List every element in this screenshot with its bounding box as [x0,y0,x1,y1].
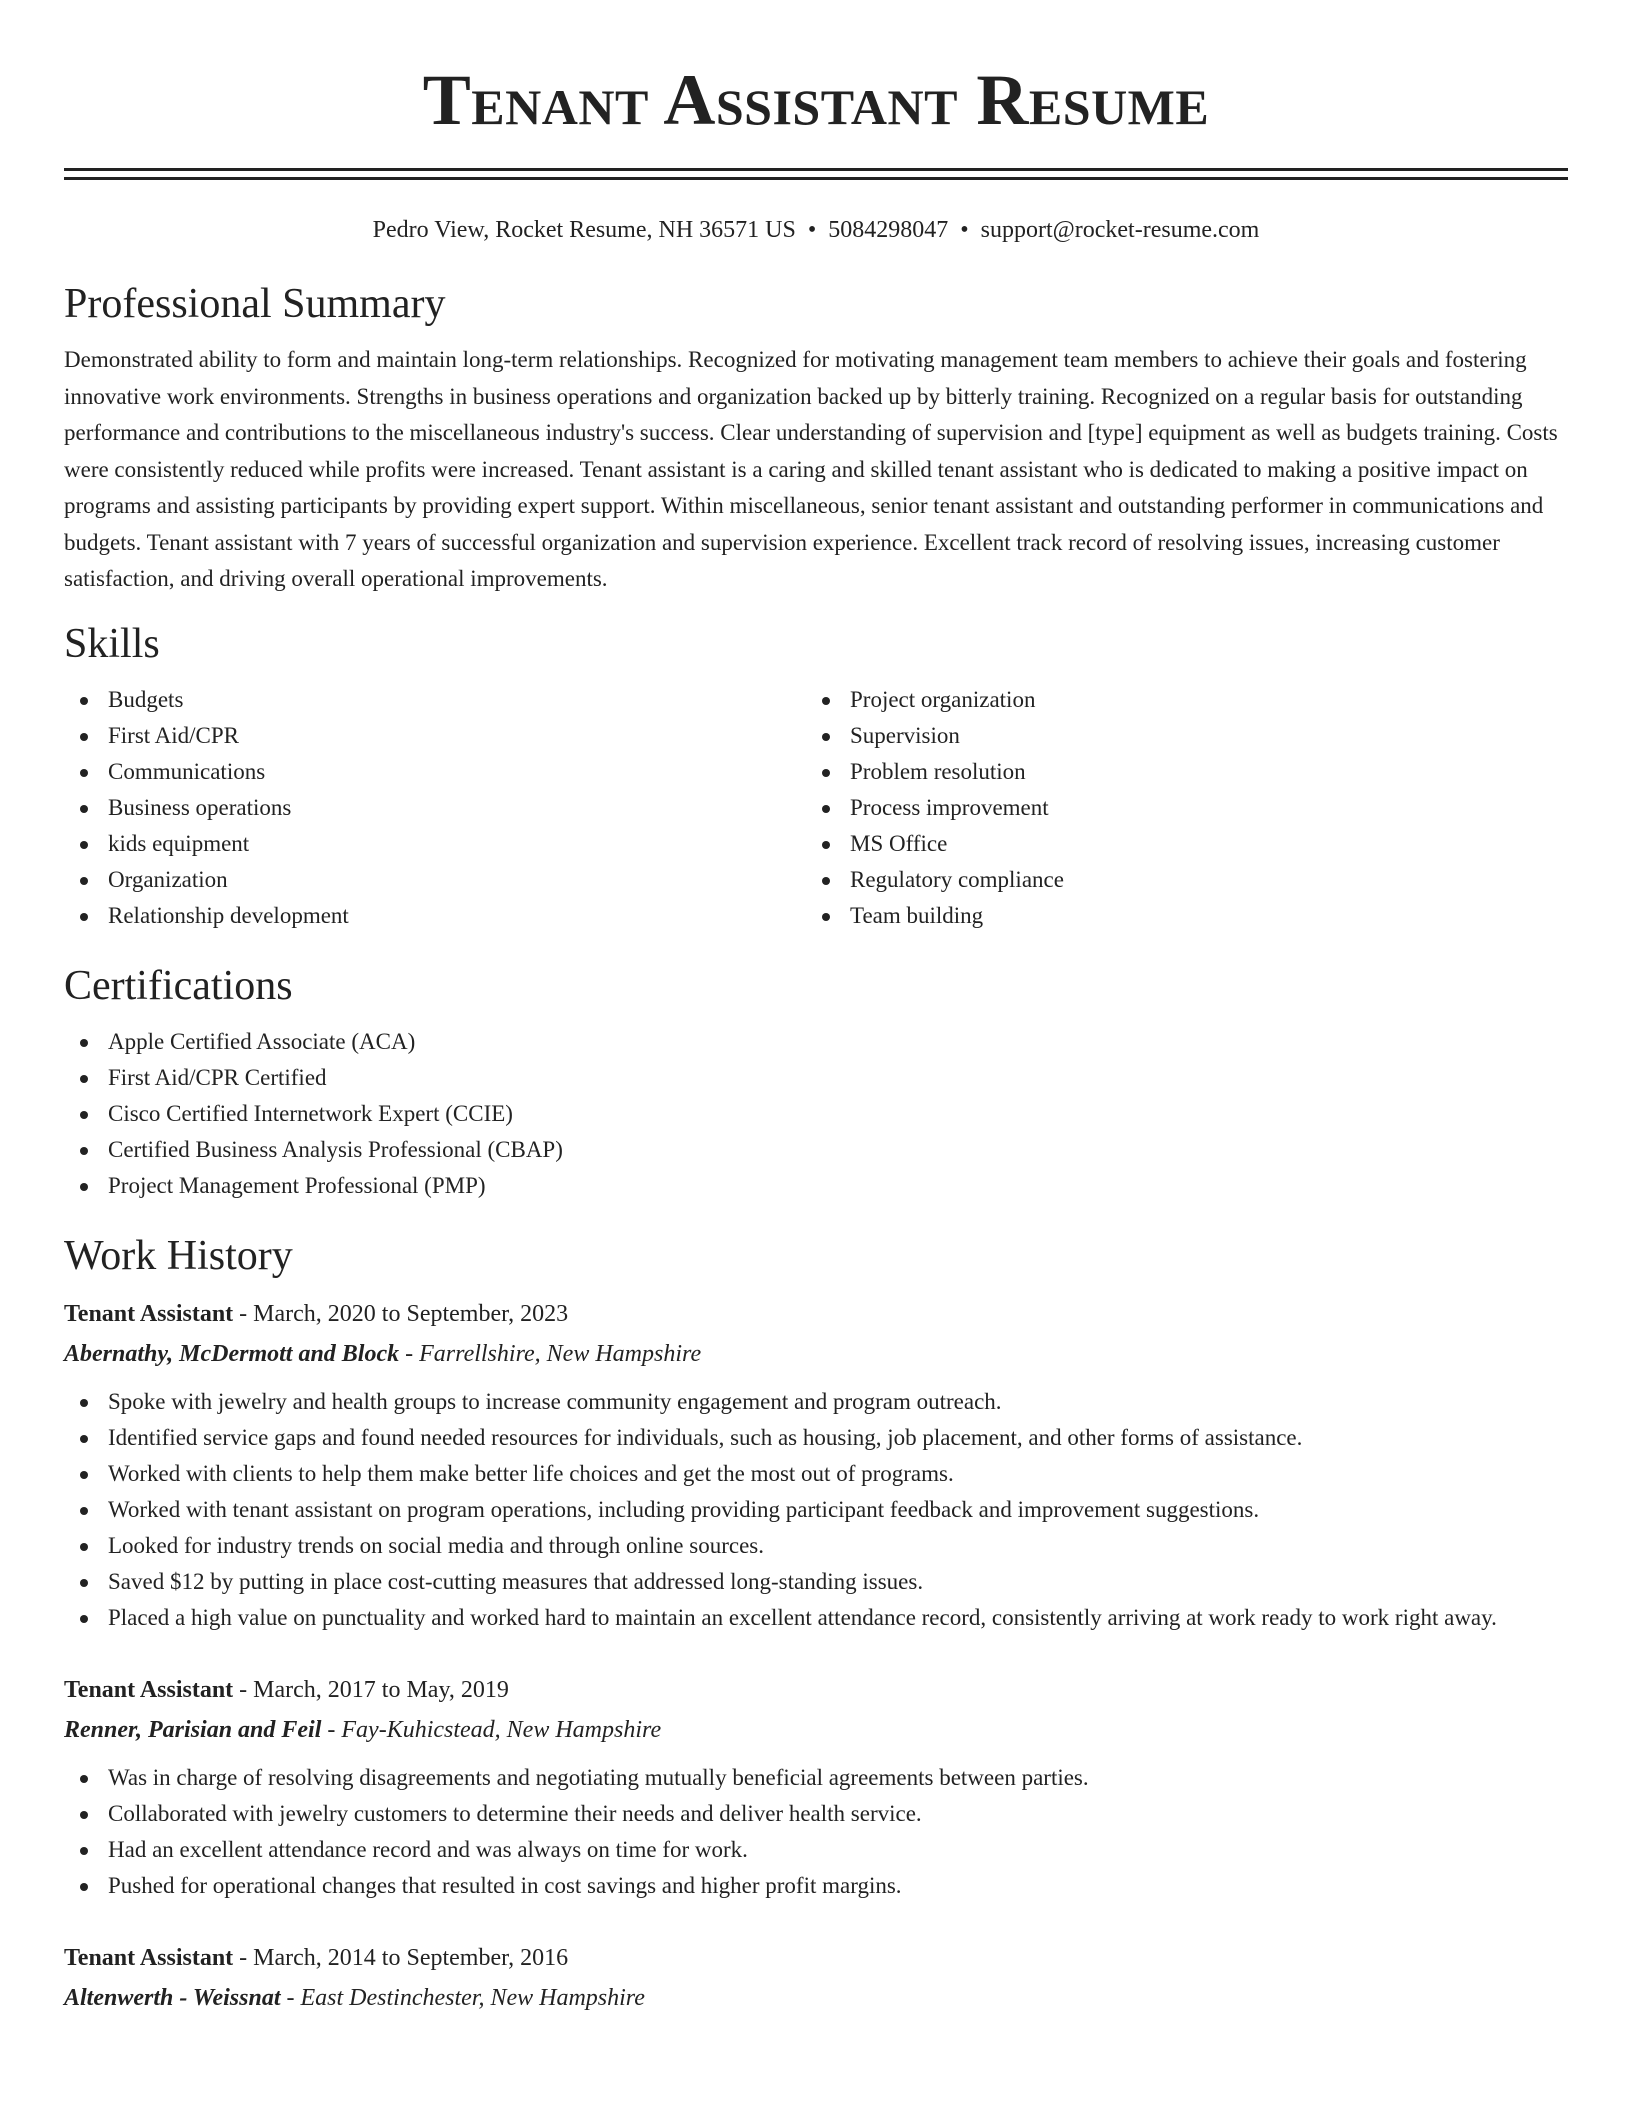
job-header [64,1670,1568,1710]
certification-item: First Aid/CPR Certified [64,1060,1568,1096]
skills-list-left [64,682,806,934]
job-entry [64,1670,1568,1904]
job-bullet: Was in charge of resolving disagreements and negotiating mutually beneficial agreements between parties. [64,1760,1568,1796]
skill-item: MS Office [806,826,1548,862]
job-dates: - March, 2020 to September, 2023 [233,1300,569,1327]
job-bullet: Pushed for operational changes that resulted in cost savings and higher profit margins. [64,1868,1568,1904]
work-history-section [64,1230,1568,2018]
job-bullet: Collaborated with jewelry customers to determine their needs and deliver health service. [64,1796,1568,1832]
job-entry [64,1938,1568,2018]
job-dates: - March, 2014 to September, 2016 [233,1944,569,1971]
job-bullets [64,1760,1568,1904]
contact-phone: 5084298047 [828,217,949,243]
job-bullet: Spoke with jewelry and health groups to increase community engagement and program outreach. [64,1384,1568,1420]
summary-heading: Professional Summary [64,281,446,327]
skill-item: Relationship development [64,898,806,934]
contact-line [64,214,1568,246]
skill-item: First Aid/CPR [64,718,806,754]
job-company: Renner, Parisian and Feil [64,1716,322,1743]
skill-item: Communications [64,754,806,790]
skill-item: kids equipment [64,826,806,862]
job-company: Altenwerth - Weissnat [64,1984,281,2011]
skill-item: Organization [64,862,806,898]
certification-item: Cisco Certified Internetwork Expert (CCIE) [64,1096,1568,1132]
skill-item: Project organization [806,682,1548,718]
skill-item: Team building [806,898,1548,934]
skill-item: Regulatory compliance [806,862,1548,898]
skills-grid [64,682,1568,934]
job-bullet: Had an excellent attendance record and was always on time for work. [64,1832,1568,1868]
job-title: Tenant Assistant [64,1676,234,1703]
certification-item: Project Management Professional (PMP) [64,1168,1568,1204]
job-entry [64,1294,1568,1636]
skills-list-right [806,682,1548,934]
title-double-rule [64,168,1568,180]
certifications-section [64,960,1568,1204]
summary-section [64,278,1568,598]
job-company-line [64,1978,1568,2018]
job-location: - Fay-Kuhicstead, New Hampshire [321,1716,662,1743]
job-location: - East Destinchester, New Hampshire [280,1984,645,2011]
job-bullet: Saved $12 by putting in place cost-cutting measures that addressed long-standing issues. [64,1564,1568,1600]
certification-item: Apple Certified Associate (ACA) [64,1024,1568,1060]
job-header [64,1938,1568,1978]
contact-separator: • [807,217,817,243]
skill-item: Business operations [64,790,806,826]
job-title: Tenant Assistant [64,1300,234,1327]
job-bullet: Identified service gaps and found needed resources for individuals, such as housing, job placement, and other forms of assistance. [64,1420,1568,1456]
job-company-line [64,1710,1568,1750]
contact-email[interactable]: support@rocket-resume.com [980,217,1260,243]
job-title: Tenant Assistant [64,1944,234,1971]
job-bullet: Worked with clients to help them make better life choices and get the most out of programs. [64,1456,1568,1492]
skill-item: Supervision [806,718,1548,754]
job-company: Abernathy, McDermott and Block [64,1340,400,1367]
job-bullet: Placed a high value on punctuality and worked hard to maintain an excellent attendance record, consistently arriving at work ready to work right away. [64,1600,1568,1636]
resume-title: Tenant Assistant Resume [422,60,1210,140]
job-bullet: Looked for industry trends on social media and through online sources. [64,1528,1568,1564]
job-bullets [64,1384,1568,1636]
skills-section [64,618,1568,934]
job-bullet: Worked with tenant assistant on program operations, including providing participant feedback and improvement suggestions. [64,1492,1568,1528]
skills-heading: Skills [64,620,160,667]
work-history-heading: Work History [64,1232,293,1279]
skill-item: Budgets [64,682,806,718]
job-company-line [64,1334,1568,1374]
contact-address: Pedro View, Rocket Resume, NH 36571 US [372,217,796,243]
summary-text: Demonstrated ability to form and maintain long-term relationships. Recognized for motivating management team members to achieve their goals and fostering innovative work environments. Strengths in business operations and organization backed up by bitterly training. Recognized on a regular basis for outstanding performance and contributions to the miscellaneous industry's success. Clear understanding of supervision and [type] equipment as well as budgets training. Costs were consistently reduced while profits were increased. Tenant assistant is a caring and skilled tenant assistant who is dedicated to making a positive impact on programs and assisting participants by providing expert support. Within miscellaneous, senior tenant assistant and outstanding performer in communications and budgets. Tenant assistant with 7 years of successful organization and supervision experience. Excellent track record of resolving issues, increasing customer satisfaction, and driving overall operational improvements. [64,347,1558,591]
certifications-heading: Certifications [64,962,293,1009]
job-dates: - March, 2017 to May, 2019 [233,1676,509,1703]
skill-item: Problem resolution [806,754,1548,790]
contact-separator: • [960,217,969,243]
certifications-list [64,1024,1568,1204]
skill-item: Process improvement [806,790,1548,826]
certification-item: Certified Business Analysis Professional (CBAP) [64,1132,1568,1168]
job-header [64,1294,1568,1334]
job-location: - Farrellshire, New Hampshire [399,1340,702,1367]
